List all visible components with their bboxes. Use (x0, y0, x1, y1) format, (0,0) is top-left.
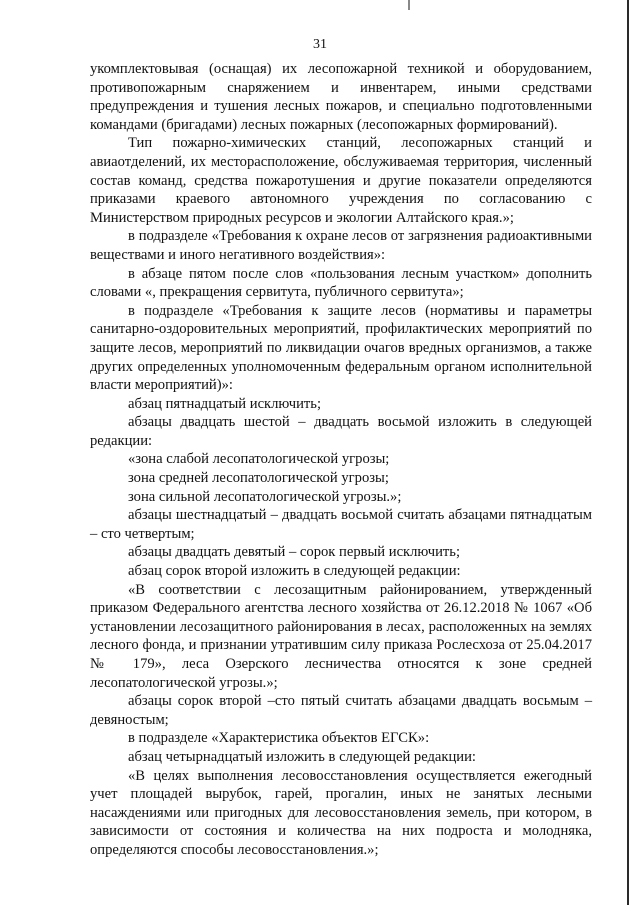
paragraph-18: «В целях выполнения лесовосстановления осуществляется ежегодный учет площадей вырубок, гарей, прогалин, иных не занятых лесными насаждениями или пригодных для лесовосстановления земель, при котором, в зависимости от состояния и количества на них подроста и молодняка, определяются способы лесовосстановления.»; (90, 767, 592, 858)
document-body (90, 60, 592, 860)
paragraph-1: укомплектовывая (оснащая) их лесопожарной техникой и оборудованием, противопожарным снаряжением и инвентарем, иными средствами предупреждения и тушения лесных пожаров, и специально подготовленными командами (бригадами) лесных пожарных (лесопожарных формирований). (90, 61, 592, 133)
paragraph-15: абзацы сорок второй –сто пятый считать абзацами двадцать восьмым – девяностым; (90, 693, 592, 728)
paragraph-8: «зона слабой лесопатологической угрозы; (128, 451, 390, 468)
scan-mark (408, 0, 410, 10)
paragraph-13: абзац сорок второй изложить в следующей редакции: (128, 563, 461, 580)
paragraph-4: в абзаце пятом после слов «пользования лесным участком» дополнить словами «, прекращения сервитута, публичного сервитута»; (90, 265, 592, 301)
paragraph-6: абзац пятнадцатый исключить; (128, 395, 322, 412)
paragraph-2: Тип пожарно-химических станций, лесопожарных станций и авиаотделений, их месторасположение, обслуживаемая территория, численный состав команд, средства пожаротушения и другие показатели определяются приказами краевого автономного учреждения по согласованию с Министерством природных ресурсов и экологии Алтайского края.»; (90, 135, 592, 226)
paragraph-17: абзац четырнадцатый изложить в следующей редакции: (128, 748, 476, 765)
paragraph-5: в подразделе «Требования к защите лесов (нормативы и параметры санитарно-оздоровительных мероприятий, профилактических мероприятий по защите лесов, мероприятий по ликвидации очагов вредных организмов, а также других определенных уполномоченным федеральным органом исполнительной власти мероприятий)»: (90, 302, 592, 394)
page-edge-line (627, 0, 629, 905)
paragraph-7: абзацы двадцать шестой – двадцать восьмой изложить в следующей редакции: (90, 414, 592, 449)
paragraph-9: зона средней лесопатологической угрозы; (128, 470, 389, 487)
paragraph-11: абзацы шестнадцатый – двадцать восьмой считать абзацами пятнадцатым – сто четвертым; (90, 507, 592, 542)
paragraph-3: в подразделе «Требования к охране лесов от загрязнения радиоактивными веществами и иного негативного воздействия»: (90, 228, 592, 263)
paragraph-14: «В соответствии с лесозащитным районированием, утвержденный приказом Федерального агентства лесного хозяйства от 26.12.2018 № 1067 «Об установлении лесозащитного районирования в лесах, расположенных на землях лесного фонда, и признании утратившим силу приказа Рослесхоза от 25.04.2017 № 179», леса Озерского лесничества относятся к зоне средней лесопатологической угрозы.»; (90, 581, 592, 691)
paragraph-16: в подразделе «Характеристика объектов ЕГСК»: (128, 730, 430, 747)
page-number: 31 (313, 37, 327, 52)
paragraph-10: зона сильной лесопатологической угрозы.»; (128, 488, 402, 505)
paragraph-12: абзацы двадцать девятый – сорок первый исключить; (128, 544, 461, 561)
